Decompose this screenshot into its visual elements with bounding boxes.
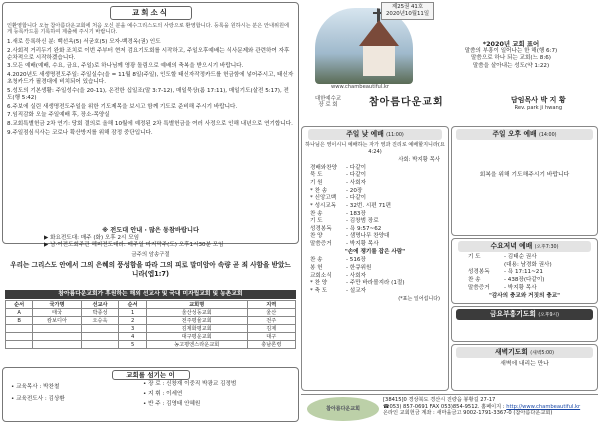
servants-col-1	[11, 384, 65, 403]
memory-verse: 우리는 그리스도 안에서 그의 은혜의 풍성함을 따라 그의 피로 말미암아 속량 곧 죄 사함을 받았느니라(엡1:7)	[10, 261, 291, 278]
cell	[81, 341, 119, 349]
news-item: 2.사회적 거리두기 완화 조치로 이번 주부터 현저 검요기도회를 시작하고, 주일오후예배는 식사문제와 관련하여 자후 순차적으로 시작하겠습니다.	[7, 47, 290, 61]
order-row: * 찬 양 - 주만 바라볼지라 (1절)	[310, 280, 405, 287]
cell: B	[6, 317, 33, 325]
friday-title: 금요부흥기도회 (오후9시)	[456, 309, 593, 320]
col-header: 국가명	[33, 301, 81, 309]
dawn-content: 새벽에 내리는 만나	[500, 361, 549, 368]
order-of-service-2	[304, 257, 446, 295]
sunday-afternoon-content: 회복을 위해 기도해주시기 바랍니다	[479, 172, 570, 179]
order-row: 찬 양 - 샘명나무 찬양대	[310, 233, 390, 240]
order-row: (대용: 남경화 권사)	[504, 261, 552, 268]
issue-number: 제25권 41호	[392, 4, 424, 10]
service-leader: 사회: 박지황 목사	[398, 157, 440, 164]
cell: A	[6, 309, 33, 317]
issue-badge	[381, 2, 434, 20]
motto-line: 말씀의 부흥이 일어나는 한 해(행 6:7)	[464, 48, 558, 55]
news-list	[7, 39, 294, 137]
cell: 오승욱	[81, 317, 119, 325]
sermon-title: "손에 쟁기를 잡은 사람"	[344, 249, 406, 256]
cell: 박종성	[81, 309, 119, 317]
servant-line: • 교육목사 : 박찬철	[11, 384, 60, 390]
order-row: 교회소식 - 사회자	[310, 272, 367, 279]
dawn-title: 새벽기도회 (새벽5:00)	[456, 347, 593, 358]
table-row	[6, 317, 296, 325]
servants-box	[2, 367, 299, 422]
cell: 3	[119, 325, 146, 333]
mission-title: 참아름다운교회가 후원하는 해외 선교사 및 국내 미자립교회 및 농촌교회	[5, 290, 296, 299]
church-address: [38415]0 경상북도 경산시 진량읍 봉황길 27-17	[383, 397, 496, 403]
evangelism-title: ※ 전도대 안내 · 많은 동참바랍니다	[102, 227, 199, 234]
pastor-english: Rev. park ji hwang	[514, 104, 563, 111]
church-building	[363, 46, 395, 76]
order-row: 묵 도 - 다같이	[310, 172, 367, 179]
order-row: 성경봉독 - 욕 17:11~21	[468, 269, 543, 276]
order-row: 봉 헌 - 한큐위원	[310, 265, 372, 272]
news-item: 4.2020년도 새생명전도주일: 주일실수(을 = 11월 8일(주일), 인도할 태신자작정카드를 헌금함에 넣어주시고, 태신자초청카드가 필경대에 비치되어 있습니다.	[7, 72, 294, 86]
cell: 5	[119, 341, 146, 349]
church-motto	[429, 40, 593, 70]
cell: 캄보디아	[33, 317, 81, 325]
evangelism-box	[2, 223, 299, 285]
wednesday-title: 수요저녁 예배 (오후7:30)	[458, 241, 591, 252]
cell: 대구평운교회	[146, 333, 247, 341]
sunday-service-box	[301, 126, 449, 391]
church-news-title: 교회소식	[110, 6, 192, 20]
order-row: 기 원 - 사회자	[310, 179, 367, 186]
cell	[6, 325, 33, 333]
table-row	[6, 309, 296, 317]
cell	[81, 333, 119, 341]
order-row: * 신앙고백 - 다같이	[310, 195, 367, 202]
order-row: * 축 도 - 설교자	[310, 288, 367, 295]
friday-prayer-box	[451, 306, 598, 342]
church-logo: 참아름다운교회	[307, 397, 379, 421]
news-item: 6.주보에 실린 새생명전도주일을 위한 기도제목을 보시고 함께 기도로 준비해 주시기 바랍니다.	[7, 103, 238, 110]
sunday-service-title: 주일 낮 예배 (11:00)	[308, 129, 442, 140]
wednesday-sermon: "감사의 충교와 거짓의 충교"	[488, 292, 561, 299]
website-caption: www.chambeautiful.kr	[331, 84, 390, 90]
issue-date: 2020년10월11일	[386, 10, 430, 17]
cell: 충남론령	[247, 341, 295, 349]
news-item: 9.주일점심식사는 코로나 확산방지를 위해 잠정 중단입니다.	[7, 129, 153, 136]
cell	[81, 325, 119, 333]
church-roof	[359, 20, 399, 46]
news-item: 8.교회특별헌금 2차 연기: 당회 결의로 올해 10월에 예정된 2차 특별헌금을 여러 사정으로 인해 내년으로 연기합니다.	[7, 120, 293, 127]
order-row: 기 도 - 김창범 장로	[310, 218, 379, 225]
cell: 울산	[247, 309, 295, 317]
cell: 농고평엔스라운교회	[146, 341, 247, 349]
church-contact: ☎053) 857-0691 FAX 053)854-9512. 홈페이지 : http://www.chambeautiful.kr	[383, 403, 581, 410]
bulletin-footer	[301, 394, 598, 422]
cell: 전주평율교회	[146, 317, 247, 325]
order-row: 경배와찬양 - 다같이	[310, 164, 367, 171]
col-header: 교회명	[146, 301, 247, 309]
cell	[33, 333, 81, 341]
motto-title: *2020년 교회 표어	[482, 40, 540, 48]
cell: 태국	[33, 309, 81, 317]
order-row: 말씀증거 - 박지황 목사	[468, 284, 537, 291]
cell	[6, 341, 33, 349]
servant-line: • 반 주 : 김영태 안혜원	[143, 401, 201, 408]
wednesday-service-box	[451, 238, 598, 304]
service-verse: 하나님은 영이시니 예배하는 자가 영과 진리로 예배할지니라(요4:24)	[305, 142, 445, 155]
cell: 2	[119, 317, 146, 325]
order-of-service	[304, 165, 446, 249]
cell: 김제화평교회	[146, 325, 247, 333]
denomination: 대한예수교 장 로 회	[315, 96, 342, 109]
cell: 4	[119, 333, 146, 341]
news-item: 7.임직감화 오늘 주일예배 후, 장소-목양실	[7, 112, 110, 119]
pastor-info	[511, 96, 566, 112]
right-panel	[301, 2, 598, 422]
order-row: 성경봉독 - 욕 9:57~62	[310, 225, 382, 232]
motto-line: 말씀으로 하나 되는 교회(느 8:6)	[471, 55, 551, 62]
cell: 대구	[247, 333, 295, 341]
col-header: 순서	[6, 301, 33, 309]
motto-line: 말씀을 살아내는 성도(약 1:22)	[472, 62, 550, 69]
pastor-name: 담임목사 박 지 황	[511, 96, 566, 104]
bank-account: 온라인 교회헌금 계좌 : 새마을금고 9002-1791-3367-0 (참아름다운교회)	[383, 410, 553, 417]
cell: 1	[119, 309, 146, 317]
table-row	[6, 325, 296, 333]
standing-note: (*표는 일어섭니다)	[398, 295, 440, 302]
news-item: 3.모든 예배(예배, 수요, 금요, 주일)로 하나님께 영광 돌림으로 예배의 축복을 받으시기 바랍니다.	[7, 63, 244, 70]
verse-label: 금주의 암송구절	[131, 252, 170, 259]
order-row: 말씀증거 - 박지황 목사	[310, 241, 379, 248]
cell: 전주	[247, 317, 295, 325]
mission-table	[5, 300, 296, 349]
col-header: 선교사	[81, 301, 119, 309]
servants-col-2	[143, 381, 236, 408]
servant-line: • 지 휘 : 이세연	[143, 391, 183, 398]
church-news-box	[2, 2, 299, 244]
order-row: 찬 송 - 438장(다같이)	[468, 277, 545, 284]
table-row	[6, 341, 296, 349]
cell	[33, 341, 81, 349]
servant-line: • 장 로 : 신창재 이중직 박광교 김정범	[143, 381, 237, 387]
evangelism-line: ▶ 남·여전도회주관 헤피전도대라: 매주일 마지막주(도) 오후1시30분 모임	[44, 242, 224, 249]
dawn-prayer-box	[451, 344, 598, 391]
order-row: 찬 송 - 183장	[310, 210, 366, 217]
servant-line: • 교육전도사 : 김상환	[11, 396, 65, 403]
cell	[33, 325, 81, 333]
sunday-afternoon-box	[451, 126, 598, 236]
cell: 김제	[247, 325, 295, 333]
evangelism-line: ▶ 화요전도대: 매주 (화) 오후 2시 모임	[44, 234, 140, 241]
cell: 울산성동교회	[146, 309, 247, 317]
news-item: 1.새로 등록하신 분: 백선옥(5) 서굳호(5) 모자-백경옥(권) 인도	[7, 38, 161, 45]
servants-title: 교회를 섬기는 이	[112, 370, 190, 380]
order-row: 기 도 - 김태순 권사	[468, 254, 537, 261]
cell	[6, 333, 33, 341]
church-name: 참아름다운교회	[369, 97, 444, 108]
col-header: 순서	[119, 301, 146, 309]
order-row: * 성시교독 - 32번. 시편 71편	[310, 202, 391, 209]
news-item: 5.성도의 기본생활: 주일성수(을 20-11), 온전한 십일조(말 3:7-12), 매일묵상(롬 17:11), 매일기도(살전 5:17), 전도(행 5:42)	[7, 87, 289, 101]
order-row: * 찬 송 - 20장	[310, 187, 363, 194]
wednesday-order	[454, 254, 595, 292]
homepage-link[interactable]: http://www.chambeautiful.kr	[506, 403, 581, 410]
table-header-row	[6, 301, 296, 309]
bulletin-header	[301, 2, 598, 114]
order-row: 찬 송 - 516장	[310, 257, 366, 264]
col-header: 지역	[247, 301, 295, 309]
sunday-afternoon-title: 주일 오후 예배 (14:00)	[456, 129, 593, 140]
mission-support-box	[2, 288, 299, 364]
welcome-text: 인환영합니다 오늘 참아름다운교회에 처음 오신 분을 예수그리스도의 사랑으로 환영합니다. 등록을 원하시는 분은 안내위원에게 등록카드를 기록하여 제출해 주시기 바랍니다.	[7, 22, 290, 36]
left-panel	[2, 2, 299, 422]
table-row	[6, 333, 296, 341]
